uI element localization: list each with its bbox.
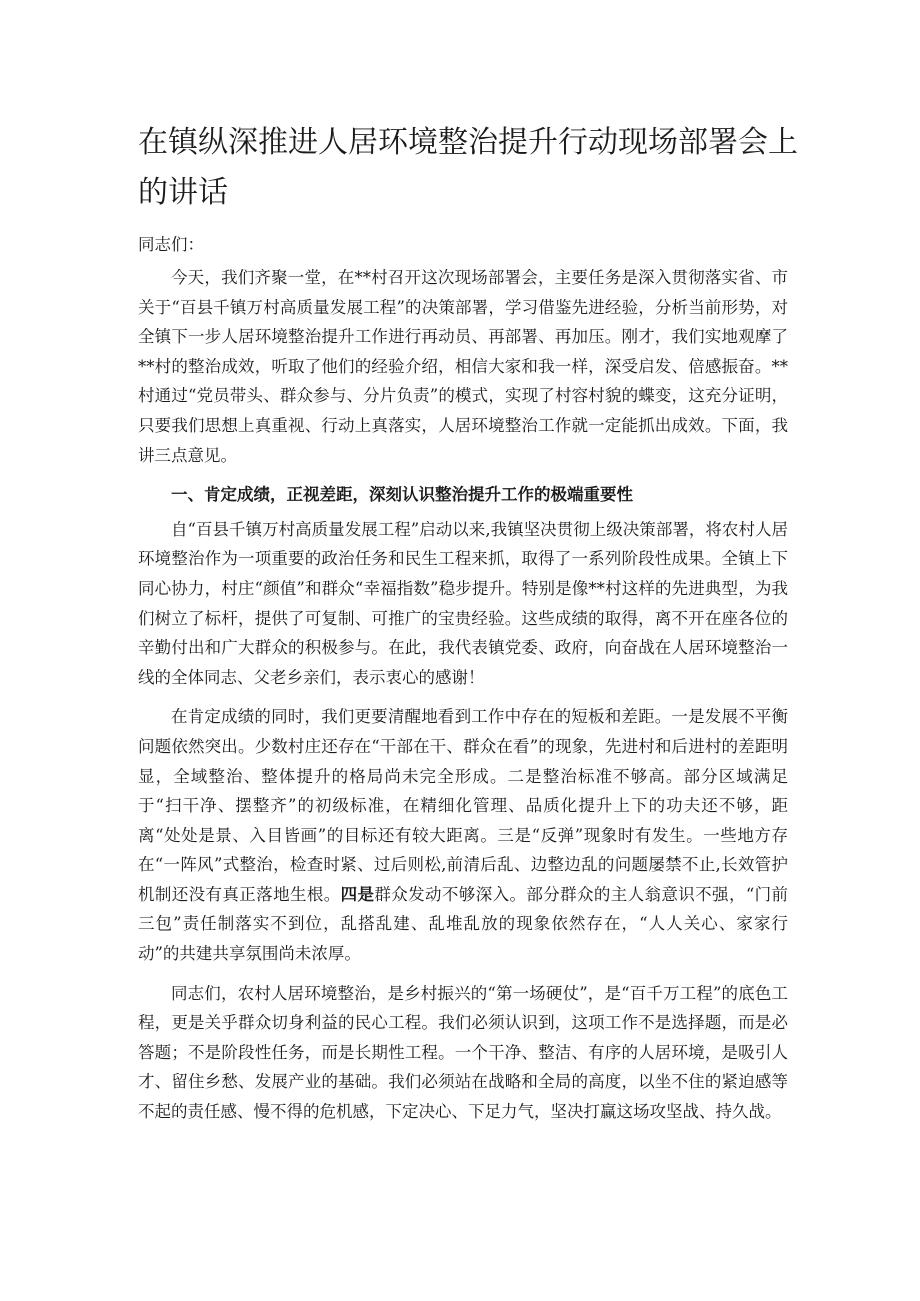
paragraph-2-text-start: 在肯定成绩的同时，我们更要清醒地看到工作中存在的短板和差距。一是发展不平衡问题依然突出。少数村庄还存在“干部在干、群众在看”的现象，先进村和后进村的差距明显，全域整治、整体提升的格局尚未完全形成。二是整治标准不够高。部分区域满足于“扫干净、摆整齐”的初级标准，在精细化管理、品质化提升上下的功夫还不够，距离“处处是景、入目皆画”的目标还有较大距离。三是“反弹”现象时有发生。一些地方存在“一阵风”式整治，检查时紧、过后则松,前清后乱、边整边乱的问题屡禁不止,长效管护机制还没有真正落地生根。 xyxy=(138,707,788,904)
salutation: 同志们： xyxy=(138,235,204,254)
section-1-heading: 一、肯定成绩，正视差距，深刻认识整治提升工作的极端重要性 xyxy=(171,485,633,505)
intro-paragraph: 今天，我们齐聚一堂，在**村召开这次现场部署会，主要任务是深入贯彻落实省、市关于“百县千镇万村高质量发展工程”的决策部署，学习借鉴先进经验，分析当前形势，对全镇下一步人居环境整治提升工作进行再动员、再部署、再加压。刚才，我们实地观摩了**村的整治成效，听取了他们的经验介绍，相信大家和我一样，深受启发、倍感振奋。**村通过“党员带头、群众参与、分片负责”的模式，实现了村容村貌的蝶变，这充分证明，只要我们思想上真重视、行动上真落实，人居环境整治工作就一定能抓出成效。下面，我讲三点意见。 xyxy=(138,268,788,465)
document-title: 在镇纵深推进人居环境整治提升行动现场部署会上的讲话 xyxy=(138,125,798,210)
section-1-paragraph-1: 自“百县千镇万村高质量发展工程”启动以来,我镇坚决贯彻上级决策部署，将农村人居环境整治作为一项重要的政治任务和民生工程来抓，取得了一系列阶段性成果。全镇上下同心协力，村庄“颜值”和群众“幸福指数”稳步提升。特别是像**村这样的先进典型，为我们树立了标杆，提供了可复制、可推广的宝贵经验。这些成绩的取得，离不开在座各位的辛勤付出和广大群众的积极参与。在此，我代表镇党委、政府，向奋战在人居环境整治一线的全体同志、父老乡亲们，表示衷心的感谢！ xyxy=(138,519,788,687)
document-body xyxy=(138,263,788,1137)
section-1-paragraph-3: 同志们，农村人居环境整治，是乡村振兴的“第一场硬仗”，是“百千万工程”的底色工程，更是关乎群众切身利益的民心工程。我们必须认识到，这项工作不是选择题，而是必答题；不是阶段性任务，而是长期性工程。一个干净、整洁、有序的人居环境，是吸引人才、留住乡愁、发展产业的基础。我们必须站在战略和全局的高度，以坐不住的紧迫感等不起的责任感、慢不得的危机感，下定决心、下足力气，坚决打赢这场攻坚战、持久战。 xyxy=(138,983,788,1122)
paragraph-2-text-end: 群众发动不够深入。部分群众的主人翁意识不强，“门前三包”责任制落实不到位，乱搭乱建、乱堆乱放的现象依然存在，“人人关心、家家行动”的共建共享氛围尚未浓厚。 xyxy=(138,884,789,964)
paragraph-2-bold-marker: 四是 xyxy=(340,884,375,904)
section-1-paragraph-2 xyxy=(138,702,788,968)
